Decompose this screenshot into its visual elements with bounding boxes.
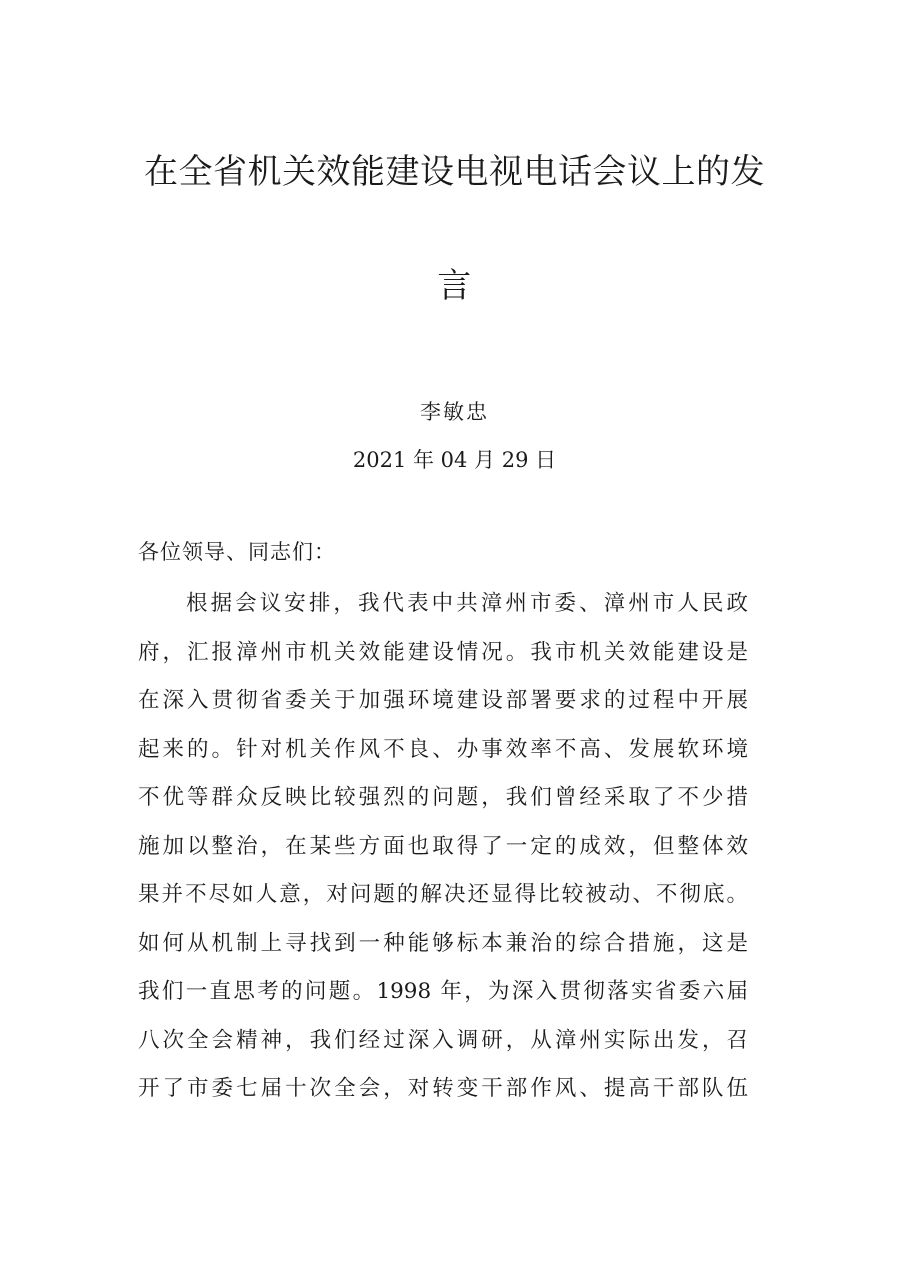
body-line: 起来的。针对机关作风不良、办事效率不高、发展软环境 xyxy=(138,736,748,762)
speech-body xyxy=(138,590,778,1124)
body-line: 不优等群众反映比较强烈的问题，我们曾经采取了不少措 xyxy=(138,785,748,810)
salutation: 各位领导、同志们： xyxy=(138,540,336,564)
body-line: 果并不尽如人意，对问题的解决还显得比较被动、不彻底。 xyxy=(138,882,748,907)
body-line: 如何从机制上寻找到一种能够标本兼治的综合措施，这是 xyxy=(138,930,748,956)
body-line: 府，汇报漳州市机关效能建设情况。我市机关效能建设是 xyxy=(138,639,748,665)
body-line: 施加以整治，在某些方面也取得了一定的成效，但整体效 xyxy=(138,833,748,859)
document-title-line-2: 言 xyxy=(437,266,472,306)
body-line: 在深入贯彻省委关于加强环境建设部署要求的过程中开展 xyxy=(138,688,748,713)
body-line: 根据会议安排，我代表中共漳州市委、漳州市人民政 xyxy=(186,591,748,616)
body-line: 开了市委七届十次全会，对转变干部作风、提高干部队伍 xyxy=(138,1076,748,1101)
author-name: 李敏忠 xyxy=(420,400,489,424)
body-line: 八次全会精神，我们经过深入调研，从漳州实际出发，召 xyxy=(138,1027,748,1053)
body-line: 我们一直思考的问题。1998 年，为深入贯彻落实省委六届 xyxy=(138,979,748,1004)
document-title-line-1: 在全省机关效能建设电视电话会议上的发 xyxy=(144,152,765,192)
speech-date: 2021 年 04 月 29 日 xyxy=(352,448,557,472)
